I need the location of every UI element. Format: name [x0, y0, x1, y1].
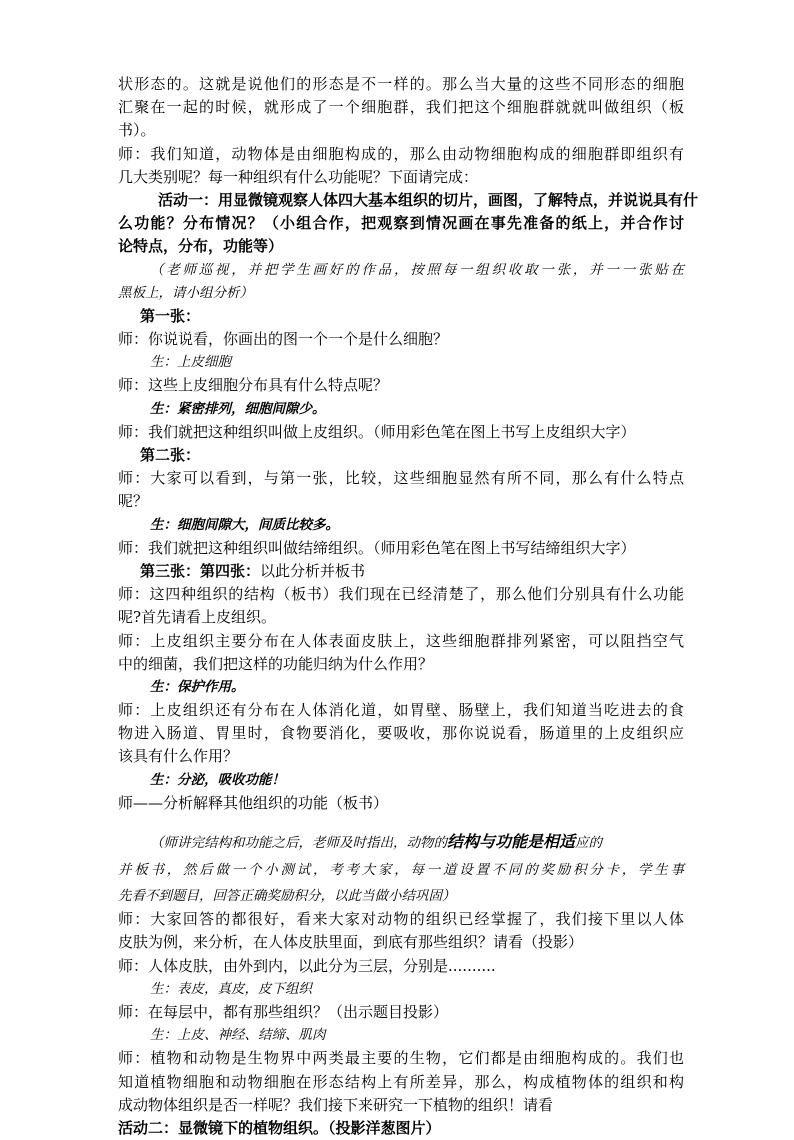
section-label: 第二张：	[140, 446, 201, 464]
text-line: 状形态的。这就是说他们的形态是不一样的。那么当大量的这些不同形态的细胞	[118, 75, 684, 93]
text-line: 汇聚在一起的时候，就形成了一个细胞群，我们把这个细胞群就就叫做组织（板	[118, 98, 684, 117]
teacher-line: 师：大家可以看到，与第一张，比较，这些细胞显然有所不同，那么有什么特点	[118, 469, 684, 488]
teacher-line: 师：大家回答的都很好，看来大家对动物的组织已经掌握了，我们接下里以人体	[118, 910, 684, 929]
teacher-line: 师：在每层中，都有那些组织？（出示题目投影）	[118, 1002, 449, 1021]
teacher-note: （老师巡视，并把学生画好的作品，按照每一组织收取一张，并一一张贴在	[150, 261, 684, 278]
teacher-line: 师：上皮组织还有分布在人体消化道，如胃壁、肠壁上，我们知道当吃进去的食	[118, 701, 684, 720]
teacher-note-part: 应的	[575, 835, 603, 851]
section-label-rest: 以此分析并板书	[260, 561, 366, 580]
student-line: 生：上皮细胞	[150, 354, 231, 371]
student-line: 生：细胞间隙大，间质比较多。	[150, 516, 339, 533]
text-line: 师：我们知道，动物体是由细胞构成的，那么由动物细胞构成的细胞群即组织有	[118, 144, 684, 163]
student-line: 生：表皮，真皮，皮下组织	[150, 980, 312, 997]
section-label: 第一张：	[140, 306, 201, 325]
teacher-line: 师：植物和动物是生物界中两类最主要的生物，它们都是由细胞构成的。我们也	[118, 1049, 684, 1068]
student-line: 生：紧密排列，细胞间隙少。	[150, 400, 326, 417]
teacher-note: 黑板上，请小组分析）	[118, 284, 253, 301]
student-line: 生：保护作用。	[150, 678, 245, 695]
teacher-note-part: （师讲完结构和功能之后，老师及时指出，动物的	[150, 835, 447, 851]
teacher-line: 师——分析解释其他组织的功能（板书）	[118, 793, 389, 812]
teacher-line: 师：我们就把这种组织叫做上皮组织。（师用彩色笔在图上书写上皮组织大字）	[118, 422, 636, 441]
section-label	[118, 560, 684, 583]
student-line: 生：上皮、神经、结缔、肌肉	[150, 1027, 326, 1044]
text-line: 皮肤为例，来分析，在人体皮肤里面，到底有那些组织？请看（投影）	[118, 933, 584, 952]
teacher-line: 师：上皮组织主要分布在人体表面皮肤上，这些细胞群排列紧密，可以阻挡空气	[118, 631, 684, 650]
activity-one-text: 论特点，分布，功能等）	[118, 237, 284, 256]
teacher-line: 师：你说说看，你画出的图一个一个是什么细胞？	[118, 330, 449, 349]
teacher-line: 师：这四种组织的结构（板书）我们现在已经清楚了，那么他们分别具有什么功能	[118, 585, 684, 604]
text-line: 该具有什么作用？	[118, 747, 239, 766]
text-line: 呢?首先请看上皮组织。	[118, 608, 277, 627]
teacher-note: 并板书，然后做一个小测试，考考大家，每一道设置不同的奖励积分卡，学生事	[118, 862, 684, 878]
text-line: 书）。	[118, 121, 156, 140]
teacher-line: 师：这些上皮细胞分布具有什么特点呢？	[118, 376, 389, 395]
text-line: 物进入肠道、胃里时，食物要消化，要吸收，那你说说看，肠道里的上皮组织应	[118, 724, 684, 743]
text-line: 中的细菌，我们把这样的功能归纳为什么作用？	[118, 654, 434, 673]
activity-one-heading: 活动一：用显微镜观察人体四大基本组织的切片，画图，了解特点，并说说具有什	[158, 190, 699, 209]
text-line: 成动物体组织是否一样呢？我们接下来研究一下植物的组织！请看	[118, 1095, 554, 1114]
activity-one-text: 么功能？分布情况？（小组合作，把观察到情况画在事先准备的纸上，并合作讨	[118, 214, 684, 233]
student-line: 生：分泌，吸收功能！	[150, 771, 285, 788]
emphasis-text: 结构与功能是相适	[447, 832, 576, 851]
document-page	[118, 73, 699, 1140]
activity-two-heading: 活动二：显微镜下的植物组织。（投影洋葱图片）	[118, 1118, 441, 1137]
spacer	[118, 815, 684, 827]
text-line: 知道植物细胞和动物细胞在形态结构上有所差异，那么，构成植物体的组织和构	[118, 1072, 684, 1091]
section-label-bold: 第三张：第四张：	[140, 561, 261, 580]
text-line: 几大类别呢？每一种组织有什么功能呢？下面请完成：	[118, 167, 479, 186]
teacher-line: 师：我们就把这种组织叫做结缔组织。（师用彩色笔在图上书写结缔组织大字）	[118, 538, 636, 557]
text-line: 呢？	[118, 492, 149, 511]
teacher-note: 先看不到题目，回答正确奖励积分，以此当做小结巩固）	[118, 888, 456, 904]
teacher-note	[118, 827, 684, 856]
teacher-line: 师：人体皮肤，由外到内，以此分为三层，分别是..........	[118, 956, 496, 975]
